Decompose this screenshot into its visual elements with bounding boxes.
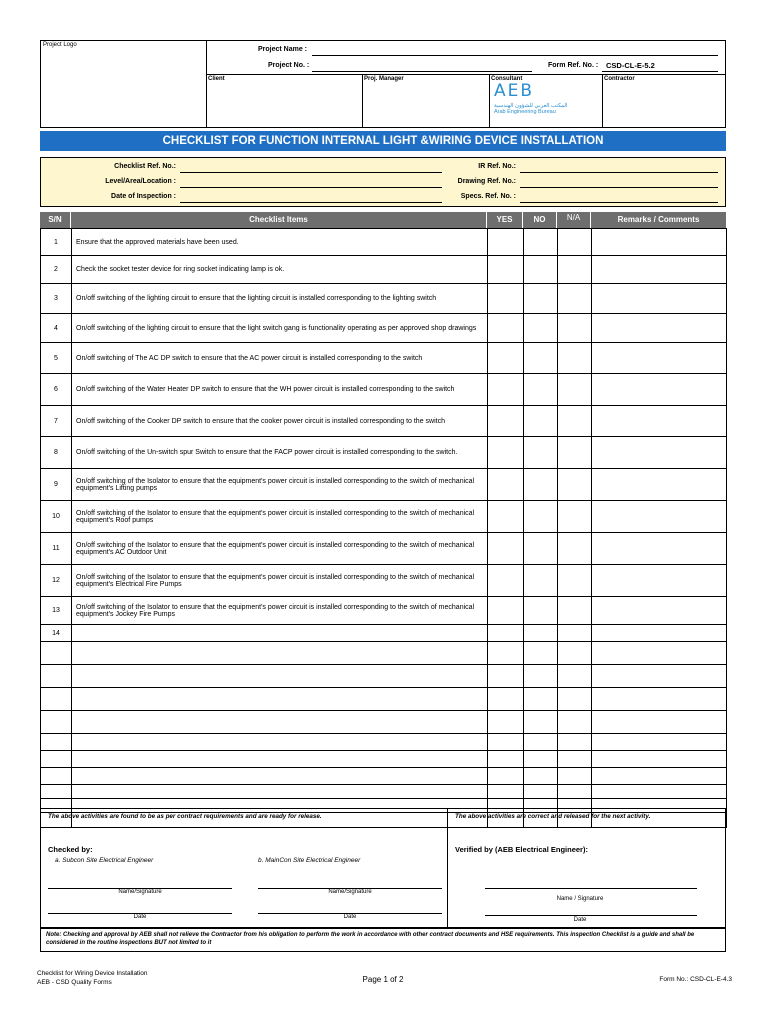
header-na: N/A: [557, 212, 591, 228]
table-row: [41, 642, 727, 665]
sn-cell: 7: [41, 406, 72, 437]
subcon-name-signature-label: Name/Signature: [118, 889, 162, 895]
table-row: [41, 314, 727, 343]
remarks-cell[interactable]: [592, 688, 727, 711]
item-cell: [72, 734, 488, 751]
no-cell[interactable]: [524, 284, 558, 314]
na-cell[interactable]: [558, 785, 592, 799]
table-row: [41, 751, 727, 768]
na-cell[interactable]: [558, 597, 592, 625]
remarks-cell[interactable]: [592, 625, 727, 642]
contractor-cell: [602, 74, 726, 128]
aeb-logo-arabic: المكتب العربي للشؤون الهندسية: [494, 103, 568, 109]
no-cell[interactable]: [524, 406, 558, 437]
sn-cell: 4: [41, 314, 72, 343]
project-no-field[interactable]: [312, 70, 532, 72]
na-cell[interactable]: [558, 229, 592, 256]
remarks-cell[interactable]: [592, 406, 727, 437]
sn-cell: 6: [41, 374, 72, 406]
header-no: NO: [523, 212, 557, 228]
remarks-cell[interactable]: [592, 374, 727, 406]
sn-cell: [41, 734, 72, 751]
aeb-date-line[interactable]: [485, 914, 697, 916]
no-cell[interactable]: [524, 565, 558, 597]
sn-cell: 13: [41, 597, 72, 625]
no-cell[interactable]: [524, 688, 558, 711]
form-ref-label: Form Ref. No. :: [548, 62, 599, 69]
no-cell[interactable]: [524, 501, 558, 533]
na-cell[interactable]: [558, 533, 592, 565]
no-cell[interactable]: [524, 437, 558, 469]
no-cell[interactable]: [524, 469, 558, 501]
date-label: Date of Inspection :: [111, 193, 176, 200]
sn-cell: 9: [41, 469, 72, 501]
yes-cell[interactable]: [488, 533, 524, 565]
yes-cell[interactable]: [488, 374, 524, 406]
footer-page: Page 1 of 2: [362, 975, 404, 984]
item-cell: On/off switching of the Un-switch spur Switch to ensure that the FACP power circuit is installed corresponding to the switch.: [72, 437, 488, 469]
note-text: Note: Checking and approval by AEB shall not relieve the Contractor from his obligation to perform the work in accordance with other contract documents and HSE requirements. This inspection Checklist is a guide and shall be considered in the routine inspections BUT not limited to it: [46, 932, 695, 946]
remarks-cell[interactable]: [592, 734, 727, 751]
remarks-cell[interactable]: [592, 256, 727, 284]
yes-cell[interactable]: [488, 314, 524, 343]
na-cell[interactable]: [558, 625, 592, 642]
page-title: CHECKLIST FOR FUNCTION INTERNAL LIGHT &WIRING DEVICE INSTALLATION: [162, 135, 604, 147]
no-cell[interactable]: [524, 625, 558, 642]
table-row: [41, 597, 727, 625]
na-cell[interactable]: [558, 665, 592, 688]
yes-cell[interactable]: [488, 768, 524, 785]
item-cell: On/off switching of the Isolator to ensure that the equipment's power circuit is installed corresponding to the switch of mechanical equipment's Roof pumps: [72, 501, 488, 533]
no-cell[interactable]: [524, 665, 558, 688]
aeb-name-signature-label: Name / Signature: [556, 896, 604, 902]
yes-cell[interactable]: [488, 501, 524, 533]
yes-cell[interactable]: [488, 734, 524, 751]
drawing-ref-label: Drawing Ref. No.:: [457, 178, 516, 185]
na-cell[interactable]: [558, 406, 592, 437]
item-cell: On/off switching of the lighting circuit to ensure that the lighting circuit is installed corresponding to the lighting switch: [72, 284, 488, 314]
sn-cell: [41, 751, 72, 768]
sn-cell: [41, 688, 72, 711]
yes-cell[interactable]: [488, 665, 524, 688]
item-cell: On/off switching of the Cooker DP switch to ensure that the cooker power circuit is installed corresponding to the switch: [72, 406, 488, 437]
no-cell[interactable]: [524, 734, 558, 751]
footer-left-line2: AEB - CSD Quality Forms: [37, 979, 112, 986]
no-cell[interactable]: [524, 642, 558, 665]
maincon-label: b. MainCon Site Electrical Engineer: [258, 857, 361, 864]
ir-ref-label: IR Ref. No.:: [478, 163, 516, 170]
consultant-label: Consultant: [491, 76, 523, 82]
project-name-label: Project Name :: [258, 46, 308, 53]
proj-manager-cell: [362, 74, 490, 128]
level-label: Level/Area/Location :: [105, 178, 176, 185]
table-row: [41, 625, 727, 642]
table-row: [41, 374, 727, 406]
no-cell[interactable]: [524, 314, 558, 343]
yes-cell[interactable]: [488, 625, 524, 642]
footer-left-line1: Checklist for Wiring Device Installation: [37, 970, 148, 977]
remarks-cell[interactable]: [592, 437, 727, 469]
project-no-label: Project No. :: [268, 62, 310, 69]
table-row: [41, 711, 727, 734]
header-items: Checklist Items: [71, 212, 487, 228]
no-cell[interactable]: [524, 374, 558, 406]
no-cell[interactable]: [524, 785, 558, 799]
item-cell: [72, 751, 488, 768]
maincon-date-label: Date: [343, 914, 357, 920]
subcon-date-label: Date: [133, 914, 147, 920]
aeb-logo-english: Arab Engineering Bureau: [494, 109, 556, 115]
verified-by-label: Verified by (AEB Electrical Engineer):: [455, 845, 588, 854]
sn-cell: 3: [41, 284, 72, 314]
table-row: [41, 256, 727, 284]
na-cell[interactable]: [558, 734, 592, 751]
item-cell: On/off switching of the lighting circuit to ensure that the light switch gang is functionality operating as per approved shop drawings: [72, 314, 488, 343]
header-remarks: Remarks / Comments: [617, 215, 700, 224]
table-row: [41, 437, 727, 469]
table-row: [41, 533, 727, 565]
item-cell: [72, 711, 488, 734]
item-cell: [72, 768, 488, 785]
no-cell[interactable]: [524, 256, 558, 284]
sn-cell: 2: [41, 256, 72, 284]
no-cell[interactable]: [524, 711, 558, 734]
remarks-cell[interactable]: [592, 642, 727, 665]
table-row: [41, 785, 727, 799]
contractor-label: Contractor: [604, 76, 635, 82]
na-cell[interactable]: [558, 751, 592, 768]
header-yes: YES: [487, 212, 523, 228]
na-cell[interactable]: [558, 711, 592, 734]
na-cell[interactable]: [558, 256, 592, 284]
table-row: [41, 565, 727, 597]
yes-cell[interactable]: [488, 406, 524, 437]
table-header: [40, 212, 726, 228]
remarks-cell[interactable]: [592, 501, 727, 533]
na-cell[interactable]: [558, 314, 592, 343]
sn-cell: [41, 665, 72, 688]
remarks-cell[interactable]: [592, 343, 727, 374]
na-cell[interactable]: [558, 501, 592, 533]
remarks-cell[interactable]: [592, 597, 727, 625]
item-cell: [72, 785, 488, 799]
na-cell[interactable]: [558, 642, 592, 665]
yes-cell[interactable]: [488, 688, 524, 711]
sn-cell: [41, 642, 72, 665]
aeb-logo: [494, 83, 566, 123]
specs-ref-label: Specs. Ref. No. :: [460, 193, 516, 200]
yes-cell[interactable]: [488, 343, 524, 374]
remarks-cell[interactable]: [592, 565, 727, 597]
project-logo-label: Project Logo: [43, 42, 77, 48]
item-cell: [72, 665, 488, 688]
table-row: [41, 665, 727, 688]
remarks-cell[interactable]: [592, 314, 727, 343]
table-row: [41, 688, 727, 711]
yes-cell[interactable]: [488, 597, 524, 625]
yes-cell[interactable]: [488, 785, 524, 799]
item-cell: Check the socket tester device for ring socket indicating lamp is ok.: [72, 256, 488, 284]
header-sn: S/N: [40, 212, 71, 228]
left-statement: The above activities are found to be as per contract requirements and are ready for release.: [48, 813, 322, 820]
maincon-name-signature-label: Name/Signature: [328, 889, 372, 895]
sn-cell: 12: [41, 565, 72, 597]
proj-manager-label: Proj. Manager: [364, 76, 404, 82]
item-cell: On/off switching of the Isolator to ensure that the equipment's power circuit is installed corresponding to the switch of mechanical equipment's Jockey Fire Pumps: [72, 597, 488, 625]
table-row: [41, 501, 727, 533]
remarks-cell[interactable]: [592, 229, 727, 256]
checked-by-label: Checked by:: [48, 845, 93, 854]
table-row: [41, 406, 727, 437]
aeb-date-label: Date: [573, 917, 587, 923]
yes-cell[interactable]: [488, 256, 524, 284]
remarks-cell[interactable]: [592, 768, 727, 785]
table-row: [41, 768, 727, 785]
item-cell: On/off switching of the Isolator to ensure that the equipment's power circuit is installed corresponding to the switch of mechanical equipment's Lifting pumps: [72, 469, 488, 501]
na-cell[interactable]: [558, 688, 592, 711]
no-cell[interactable]: [524, 229, 558, 256]
sn-cell: 8: [41, 437, 72, 469]
yes-cell[interactable]: [488, 437, 524, 469]
footer-form-no: Form No.: CSD-CL-E-4.3: [659, 976, 732, 983]
na-cell[interactable]: [558, 565, 592, 597]
no-cell[interactable]: [524, 768, 558, 785]
checklist-table: [40, 228, 727, 828]
yes-cell[interactable]: [488, 642, 524, 665]
item-cell: On/off switching of the Isolator to ensure that the equipment's power circuit is installed corresponding to the switch of mechanical equipment's AC Outdoor Unit: [72, 533, 488, 565]
na-cell[interactable]: [558, 284, 592, 314]
item-cell: [72, 642, 488, 665]
remarks-cell[interactable]: [592, 469, 727, 501]
form-ref-value: CSD-CL-E-5.2: [606, 61, 655, 70]
yes-cell[interactable]: [488, 565, 524, 597]
no-cell[interactable]: [524, 751, 558, 768]
no-cell[interactable]: [524, 597, 558, 625]
na-cell[interactable]: [558, 374, 592, 406]
subcon-label: a. Subcon Site Electrical Engineer: [55, 857, 154, 864]
aeb-signature-line[interactable]: [485, 887, 697, 889]
na-cell[interactable]: [558, 768, 592, 785]
sn-cell: 10: [41, 501, 72, 533]
remarks-cell[interactable]: [592, 665, 727, 688]
client-label: Client: [208, 76, 225, 82]
drawing-ref-field[interactable]: [520, 186, 718, 188]
aeb-logo-mark: AEB: [494, 81, 535, 101]
remarks-cell[interactable]: [592, 785, 727, 799]
specs-ref-field[interactable]: [520, 201, 718, 203]
right-statement: The above activities are correct and released for the next activity.: [455, 813, 651, 820]
logo-box: [40, 40, 207, 128]
remarks-cell[interactable]: [592, 711, 727, 734]
yes-cell[interactable]: [488, 751, 524, 768]
na-cell[interactable]: [558, 343, 592, 374]
sn-cell: 5: [41, 343, 72, 374]
sn-cell: 11: [41, 533, 72, 565]
sn-cell: [41, 711, 72, 734]
sn-cell: [41, 768, 72, 785]
na-cell[interactable]: [558, 437, 592, 469]
table-row: [41, 229, 727, 256]
item-cell: [72, 625, 488, 642]
item-cell: On/off switching of the Water Heater DP switch to ensure that the WH power circuit is installed corresponding to the switch: [72, 374, 488, 406]
table-row: [41, 734, 727, 751]
client-cell: [206, 74, 363, 128]
checklist-ref-field[interactable]: [180, 171, 442, 173]
item-cell: On/off switching of the Isolator to ensure that the equipment's power circuit is installed corresponding to the switch of mechanical equipment's Electrical Fire Pumps: [72, 565, 488, 597]
na-cell[interactable]: [558, 469, 592, 501]
level-field[interactable]: [180, 186, 442, 188]
table-row: [41, 469, 727, 501]
item-cell: Ensure that the approved materials have been used.: [72, 229, 488, 256]
date-field[interactable]: [180, 201, 442, 203]
signoff-section: [40, 808, 726, 928]
remarks-cell[interactable]: [592, 284, 727, 314]
form-ref-underline: [602, 70, 718, 72]
item-cell: [72, 688, 488, 711]
yes-cell[interactable]: [488, 711, 524, 734]
sn-cell: [41, 785, 72, 799]
yes-cell[interactable]: [488, 469, 524, 501]
yes-cell[interactable]: [488, 229, 524, 256]
checklist-ref-label: Checklist Ref. No.:: [114, 163, 176, 170]
ir-ref-field[interactable]: [520, 171, 718, 173]
project-name-field[interactable]: [312, 54, 718, 56]
sn-cell: 1: [41, 229, 72, 256]
no-cell[interactable]: [524, 343, 558, 374]
no-cell[interactable]: [524, 533, 558, 565]
signoff-divider: [447, 808, 448, 928]
remarks-cell[interactable]: [592, 751, 727, 768]
yes-cell[interactable]: [488, 284, 524, 314]
title-bar: [40, 131, 726, 151]
table-row: [41, 343, 727, 374]
item-cell: On/off switching of The AC DP switch to ensure that the AC power circuit is installed corresponding to the switch: [72, 343, 488, 374]
remarks-cell[interactable]: [592, 533, 727, 565]
sn-cell: 14: [41, 625, 72, 642]
table-row: [41, 284, 727, 314]
